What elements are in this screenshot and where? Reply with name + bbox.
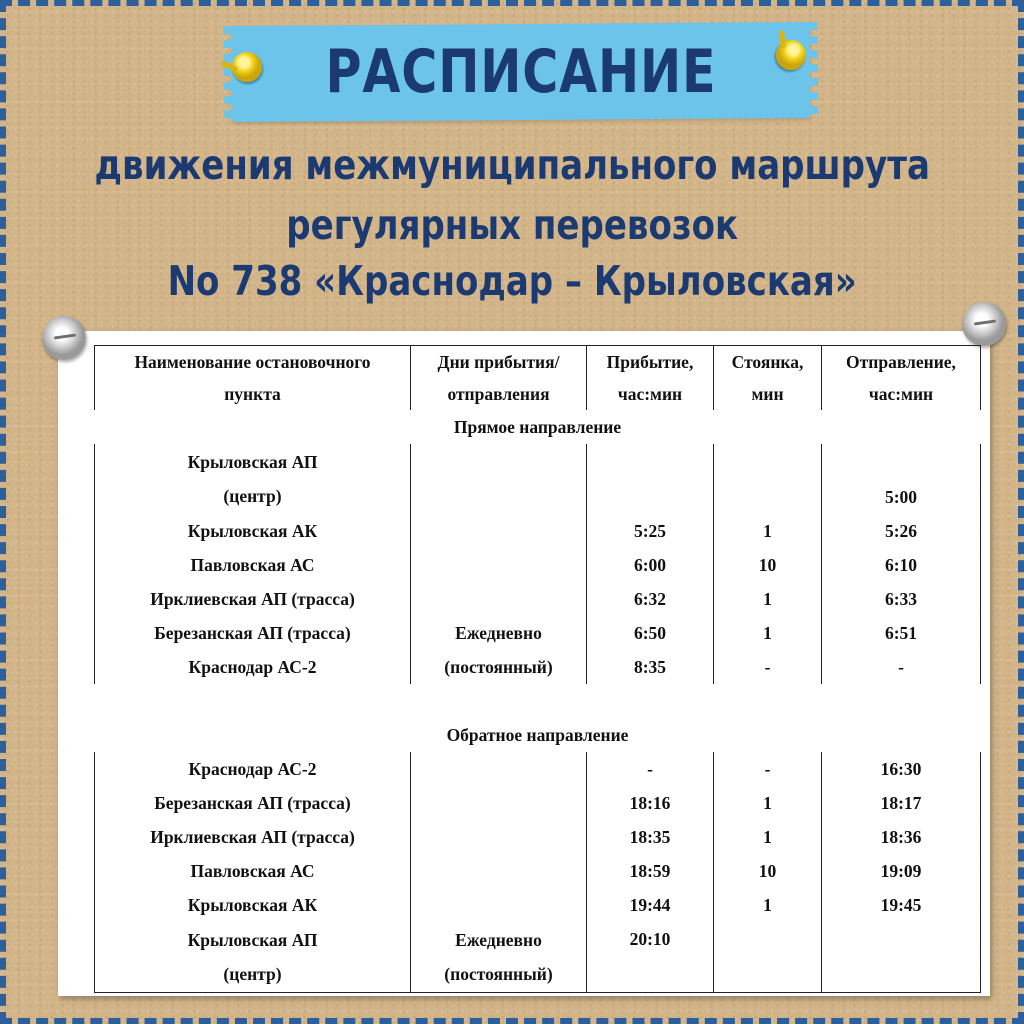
stop-name: Крыловская АП (центр) [95,444,411,514]
days-label-sub: (постоянный) [444,657,553,677]
arrival-time: 18:35 [587,820,714,854]
arrival-time [587,444,714,514]
days-label-sub: (постоянный) [444,964,553,984]
column-header: Прибытие, час:мин [587,346,714,411]
table-row [95,444,981,514]
stop-name: Павловская АС [95,548,411,582]
departure-time: 6:33 [822,582,981,616]
stay-minutes: 1 [714,888,822,922]
days-cell [411,888,587,922]
departure-time: 6:51 [822,616,981,650]
stay-minutes: 10 [714,548,822,582]
days-cell [411,444,587,514]
stay-minutes: 1 [714,820,822,854]
stop-name: Ирклиевская АП (трасса) [95,820,411,854]
arrival-time: 19:44 [587,888,714,922]
departure-time: 18:36 [822,820,981,854]
column-header: Отправление, час:мин [822,346,981,411]
stop-name: Березанская АП (трасса) [95,616,411,650]
table-row [95,820,981,854]
days-cell [411,548,587,582]
schedule-table [94,345,981,993]
subtitle-line-1: движения межмуниципального маршрута [94,141,930,189]
stop-name: Краснодар АС-2 [95,752,411,786]
departure-time: - [822,650,981,684]
forward-direction-label: Прямое направление [453,417,622,437]
direction-row [95,410,981,444]
table-row [95,752,981,786]
thumbtack-icon [42,316,86,360]
stay-minutes [714,444,822,514]
table-row [95,854,981,888]
stay-minutes: - [714,752,822,786]
stay-minutes: 1 [714,616,822,650]
departure-time [822,922,981,993]
departure-time: 19:45 [822,888,981,922]
days-cell [411,616,587,684]
table-row [95,514,981,548]
stop-name: Крыловская АП (центр) [95,922,411,993]
arrival-time: 5:25 [587,514,714,548]
arrival-time: 6:32 [587,582,714,616]
days-label: Ежедневно [455,930,542,950]
arrival-time: 6:50 [587,616,714,650]
stop-name: Березанская АП (трасса) [95,786,411,820]
departure-time: 16:30 [822,752,981,786]
days-cell [411,582,587,616]
stay-minutes: 10 [714,854,822,888]
stay-minutes: 1 [714,514,822,548]
departure-time: 5:00 [822,444,981,514]
table-row [95,616,981,650]
arrival-time: 8:35 [587,650,714,684]
page-title: РАСПИСАНИЕ [325,37,717,107]
table-header-row [95,346,981,411]
days-cell [411,514,587,548]
days-cell [411,854,587,888]
thumbtack-icon [962,302,1006,346]
table-row [95,786,981,820]
table-row [95,922,981,993]
stop-name: Крыловская АК [95,514,411,548]
days-cell [411,922,587,993]
departure-time: 6:10 [822,548,981,582]
stop-name: Краснодар АС-2 [95,650,411,684]
direction-row [95,718,981,752]
table-row [95,548,981,582]
column-header: Наименование остановочного пункта [95,346,411,411]
stay-minutes: 1 [714,786,822,820]
subtitle-line-3: No 738 «Краснодар – Крыловская» [167,257,857,305]
table-row [95,582,981,616]
spacer-row [95,684,981,718]
stop-name: Крыловская АК [95,888,411,922]
stop-name: Павловская АС [95,854,411,888]
days-label: Ежедневно [455,623,542,643]
column-header: Стоянка, мин [714,346,822,411]
days-cell [411,752,587,786]
subtitle-line-2: регулярных перевозок [286,201,738,249]
stay-minutes [714,922,822,993]
days-cell [411,820,587,854]
stop-name: Ирклиевская АП (трасса) [95,582,411,616]
departure-time: 19:09 [822,854,981,888]
arrival-time: 18:59 [587,854,714,888]
stay-minutes: - [714,650,822,684]
arrival-time: - [587,752,714,786]
arrival-time: 18:16 [587,786,714,820]
arrival-time: 6:00 [587,548,714,582]
departure-time: 5:26 [822,514,981,548]
backward-direction-label: Обратное направление [446,725,629,745]
table-row [95,888,981,922]
pushpin-icon [232,52,262,82]
column-header: Дни прибытия/ отправления [411,346,587,411]
stay-minutes: 1 [714,582,822,616]
departure-time: 18:17 [822,786,981,820]
arrival-time: 20:10 [587,922,714,993]
days-cell [411,786,587,820]
